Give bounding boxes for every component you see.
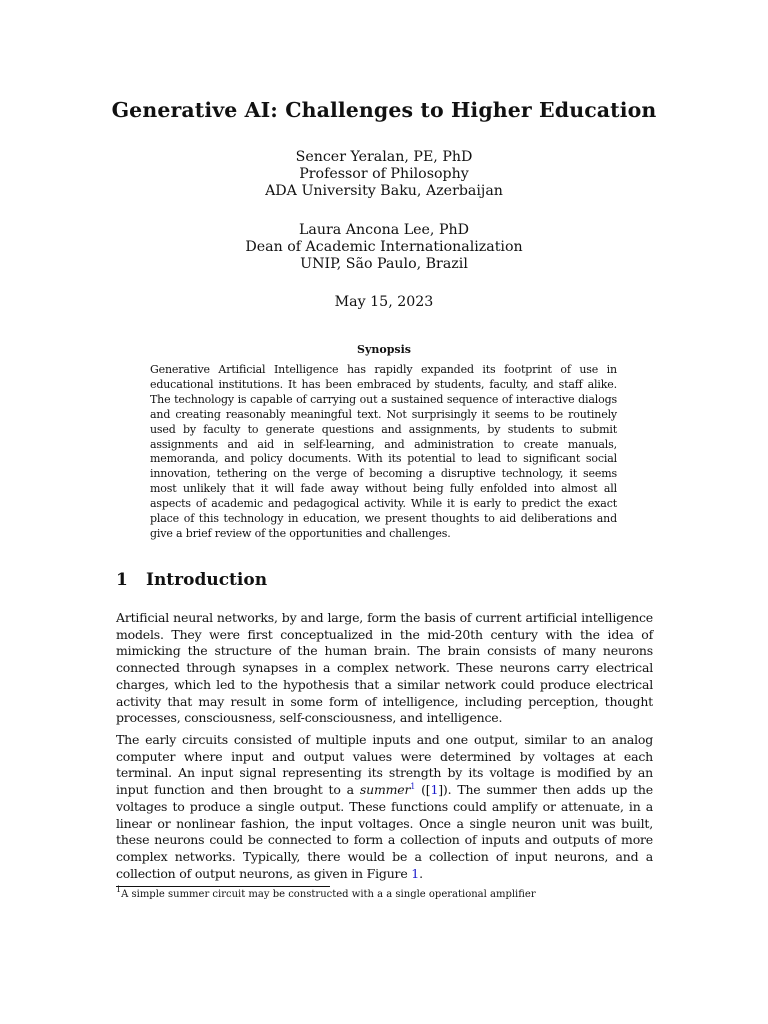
author-role: Dean of Academic Internationalization [245,238,523,255]
section-number: 1 [116,570,128,590]
paper-date: May 15, 2023 [334,294,434,310]
author-name: Laura Ancona Lee, PhD [298,222,470,238]
author-block-1 [0,149,768,199]
paragraph-2 [116,732,653,882]
author-role: Professor of Philosophy [299,165,469,182]
section-title: Introduction [146,570,268,590]
author-affiliation: ADA University Baku, Azerbaijan [265,182,503,199]
paragraph-2-text-cont: The summer then adds up the voltages to produce a single output. These functions could amplify or attenuate, in a linear or nonlinear fashion, the input voltages. Once a single neuron unit was built, these neurons could be connected to form a collection of inputs and outputs of more complex networks. Typically, there would be a collection of input neurons, and a collection of output neurons, as given in Figure [116,782,653,881]
paragraph-1: Artificial neural networks, by and large, form the basis of current artificial intelligence models. They were first conceptualized in the mid-20th century with the idea of mimicking the structure of the human brain. The brain consists of many neurons connected through synapses in a complex network. These neurons carry electrical charges, which led to the hypothesis that a similar network could produce electrical activity that may result in some form of intelligence, including perception, thought processes, consciousness, self-consciousness, and intelligence. [116,610,653,726]
footnote-text: A simple summer circuit may be constructed with a a single operational amplifier [121,889,536,900]
author-name: Sencer Yeralan, PE, PhD [295,149,473,165]
citation-link[interactable]: 1 [430,782,439,798]
paper-title: Generative AI: Challenges to Higher Education [111,98,657,122]
author-affiliation: UNIP, São Paulo, Brazil [300,255,468,272]
summer-term: summer [359,782,411,798]
footnote-rule [116,886,330,887]
footnote [116,885,536,900]
paragraph-2-end: . [419,865,423,881]
synopsis-heading: Synopsis [357,343,411,356]
figure-link[interactable]: 1 [411,865,420,881]
paragraph-2-text: The early circuits consisted of multiple inputs and one output, similar to an analog computer where input and output values were determined by voltages at each terminal. An input signal representing its strength by its voltage is modified by an input function and then brought to a [116,732,653,798]
section-heading [116,570,267,590]
author-block-2 [0,222,768,272]
citation-open: ([ [415,782,431,798]
citation-close: ]). [438,782,458,798]
synopsis-text: Generative Artificial Intelligence has rapidly expanded its footprint of use in educational institutions. It has been embraced by students, faculty, and staff alike. The technology is capable of carrying out a sustained sequence of interactive dialogs and creating reasonably meaningful text. Not surprisingly it seems to be routinely used by faculty to generate questions and assignments, by students to submit assignments and aid in self-learning, and administration to create manuals, memoranda, and policy documents. With its potential to lead to significant social innovation, tethering on the verge of becoming a disruptive technology, it seems most unlikely that it will fade away without being fully enfolded into almost all aspects of academic and pedagogical activity. While it is early to predict the exact place of this technology in education, we present thoughts to aid deliberations and give a brief review of the opportunities and challenges. [150,363,617,540]
footnote-link[interactable]: 1 [410,782,416,792]
footnote-mark: 1 [116,885,122,894]
